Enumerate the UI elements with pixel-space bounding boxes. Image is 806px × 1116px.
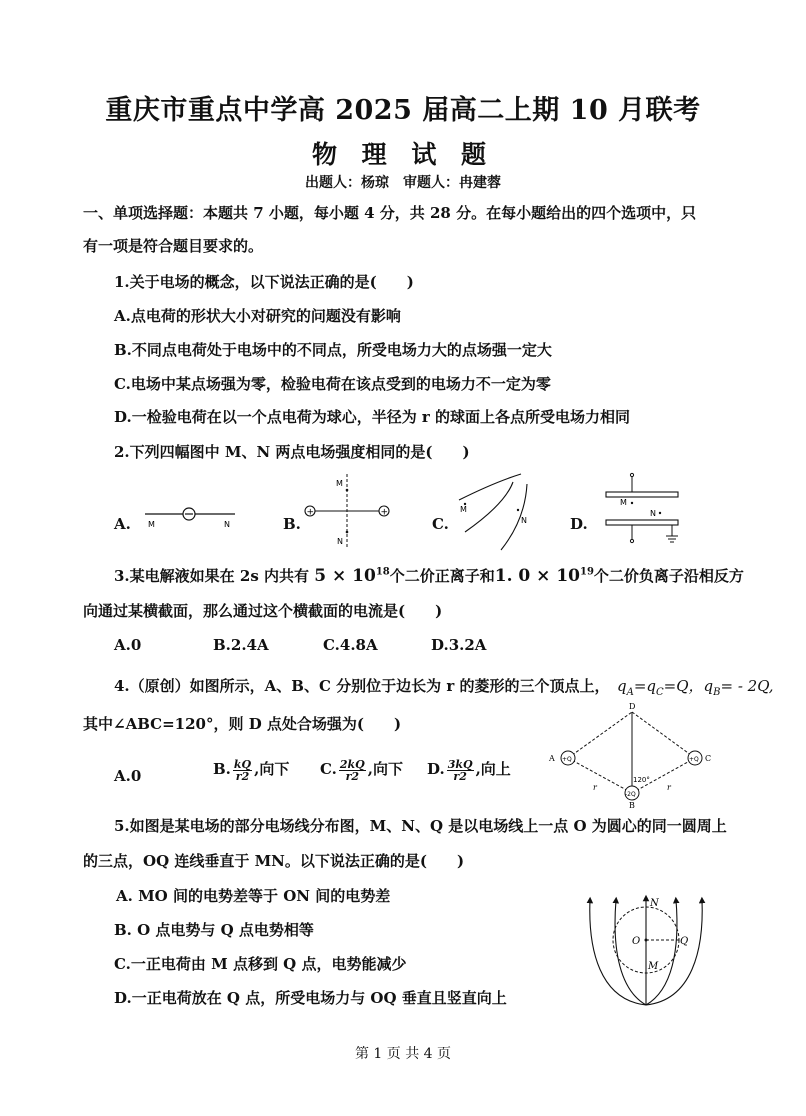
svg-text:+Q: +Q <box>689 756 699 763</box>
point-n-label: N <box>650 898 659 909</box>
vertex-d-label: D <box>629 702 636 711</box>
point-o-label: O <box>632 936 641 947</box>
svg-text:+: + <box>306 507 315 518</box>
point-m-label: M <box>460 505 467 514</box>
q4-stem-line2: 其中∠ABC=120°，则 D 点处合场强为( ) <box>83 715 402 733</box>
point-m-label: M <box>336 479 343 488</box>
point-m-label: M <box>648 961 659 972</box>
q2-label-d: D. <box>570 515 588 533</box>
q5-option-a: A. MO 间的电势差等于 ON 间的电势差 <box>116 887 391 905</box>
q2-label-a: A. <box>114 515 131 533</box>
field-line-1 <box>459 474 521 500</box>
point-n-label: N <box>337 537 343 546</box>
q3-option-d: D.3.2A <box>431 636 487 654</box>
q1-option-c: C.电场中某点场强为零，检验电荷在该点受到的电场力不一定为零 <box>114 375 551 393</box>
q3-option-c: C.4.8A <box>323 636 378 654</box>
q1-option-b: B.不同点电荷处于电场中的不同点，所受电场力大的点场强一定大 <box>114 341 552 359</box>
point-m-label: M <box>148 520 155 529</box>
q4-option-d: D. $\frac{3kQ}{r2}$ ,向上 <box>427 757 511 783</box>
q3-option-b: B.2.4A <box>213 636 269 654</box>
svg-text:r: r <box>667 783 671 792</box>
q5-option-d: D.一正电荷放在 Q 点，所受电场力与 OQ 垂直且竖直向上 <box>114 989 507 1007</box>
q2-figure-b <box>300 470 396 552</box>
q4-option-c: C. $\frac{2kQ}{r2}$ ,向下 <box>320 757 403 783</box>
vertex-c-label: C <box>705 754 712 763</box>
point-m-label: M <box>620 498 627 507</box>
svg-text:+: + <box>380 507 389 518</box>
q4-rhombus-figure <box>545 700 720 810</box>
vertex-a-label: A <box>549 754 555 763</box>
q2-figure-d <box>600 470 690 550</box>
q2-figure-c <box>455 470 535 552</box>
point-n-label: N <box>521 516 527 525</box>
q5-stem-line2: 的三点，OQ 连线垂直于 MN。以下说法正确的是( ) <box>83 852 465 870</box>
q5-option-b: B. O 点电势与 Q 点电势相等 <box>114 921 314 939</box>
q2-stem: 2.下列四幅图中 M、N 两点电场强度相同的是( ) <box>114 443 470 461</box>
section-heading-line1: 一、单项选择题：本题共 7 小题，每小题 4 分，共 28 分。在每小题给出的四个选项中，只 <box>83 204 697 222</box>
q5-option-c: C.一正电荷由 M 点移到 Q 点，电势能减少 <box>114 955 407 973</box>
angle-label: 120° <box>633 776 650 784</box>
q5-stem-line1: 5.如图是某电场的部分电场线分布图，M、N、Q 是以电场线上一点 O 为圆心的同一圆周上 <box>114 817 727 835</box>
svg-text:r: r <box>593 783 597 792</box>
lower-plate <box>606 520 678 525</box>
q5-field-figure <box>580 890 710 1010</box>
svg-text:-2Q: -2Q <box>625 791 636 798</box>
page-footer: 第 1 页 共 4 页 <box>354 1046 452 1062</box>
q2-label-b: B. <box>283 515 301 533</box>
q4-option-b: B. $\frac{kQ}{r2}$ ,向下 <box>213 757 290 783</box>
vertex-b-label: B <box>629 801 635 810</box>
authors-line: 出题人：杨琼 审题人：冉建蓉 <box>305 175 501 191</box>
q3-stem-line2: 向通过某横截面，那么通过这个横截面的电流是( ) <box>83 602 443 620</box>
q1-stem: 1.关于电场的概念，以下说法正确的是( ) <box>114 273 414 291</box>
exam-title: 重庆市重点中学高 2025 届高二上期 10 月联考 <box>105 95 701 126</box>
q3-option-a: A.0 <box>114 636 142 654</box>
svg-text:+Q: +Q <box>562 756 572 763</box>
point-n-label: N <box>650 509 656 518</box>
subject-title: 物 理 试 题 <box>311 140 495 169</box>
section-heading-line2: 有一项是符合题目要求的。 <box>83 237 264 255</box>
q2-label-c: C. <box>432 515 449 533</box>
q4-option-a: A.0 <box>114 767 142 785</box>
q4-stem-line1: 4.（原创）如图所示，A、B、C 分别位于边长为 r 的菱形的三个顶点上， $q_A=q_C=Q$，$q_B= - 2Q$, <box>114 677 774 698</box>
point-n-label: N <box>224 520 230 529</box>
upper-plate <box>606 492 678 497</box>
q1-option-a: A.点电荷的形状大小对研究的问题没有影响 <box>114 307 401 325</box>
q1-option-d: D.一检验电荷在以一个点电荷为球心，半径为 r 的球面上各点所受电场力相同 <box>114 408 631 426</box>
field-line-2 <box>465 482 513 532</box>
q3-stem-line1: 3.某电解液如果在 2s 内共有 $5 \times 10^{18}$个二价正离子和1. $0 \times 10^{19}$个二价负离子沿相反方 <box>114 566 744 586</box>
q2-figure-a <box>140 500 240 530</box>
point-q-label: Q <box>680 936 689 947</box>
